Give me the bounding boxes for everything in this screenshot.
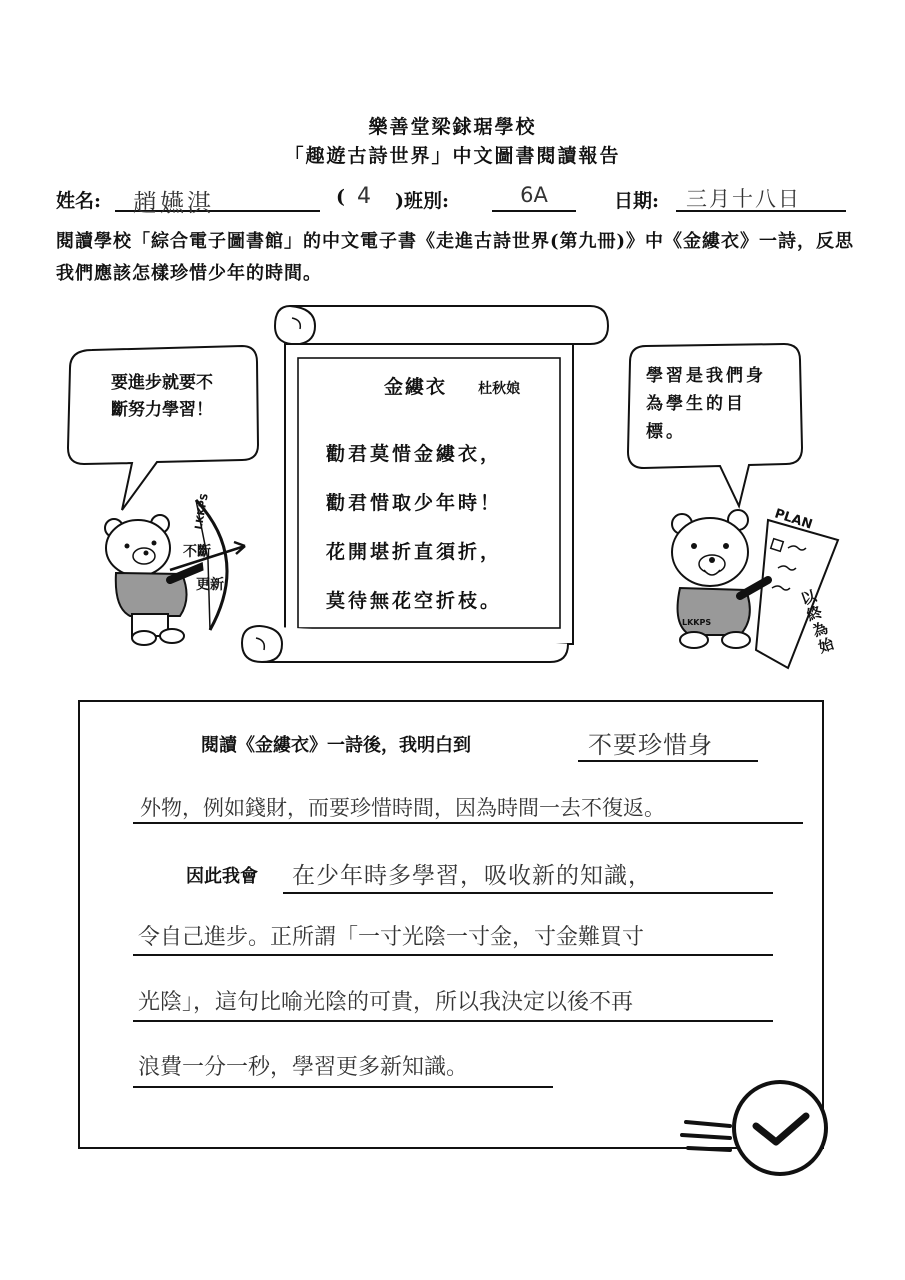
reflection-prompt-2: 因此我會: [186, 866, 258, 887]
poem-line-1: 勸君莫惜金縷衣，: [326, 443, 503, 465]
right-plan-text: PLAN: [772, 506, 815, 533]
answer-1-part-a: 不要珍惜身: [588, 731, 713, 759]
left-bow-side-text: LKKPS: [193, 492, 211, 531]
answer-2-part-b: 令自己進步。正所謂「一寸光陰一寸金，寸金難買寸: [138, 925, 645, 950]
poem-author: 杜秋娘: [478, 381, 521, 397]
poem-line-4: 莫待無花空折枝。: [326, 590, 503, 612]
answer-2-part-d: 浪費一分一秒，學習更多新知識。: [138, 1055, 469, 1080]
answer-line-4[interactable]: [133, 954, 773, 956]
answer-1-part-b: 外物，例如錢財，而要珍惜時間，因為時間一去不復返。: [140, 796, 665, 820]
answer-line-1[interactable]: [578, 760, 758, 762]
right-bubble-line-1: 學習是我們身: [646, 366, 766, 386]
right-shirt-text: LKKPS: [682, 618, 712, 627]
left-bow-text-top: 不斷: [183, 544, 211, 560]
checkmark-icon: [678, 1080, 838, 1180]
right-vertical-text: 以終為始: [798, 586, 837, 657]
class-number-open: (: [336, 186, 345, 208]
reflection-prompt-1: 閱讀《金縷衣》一詩後，我明白到: [201, 735, 471, 756]
left-bubble-text: [82, 370, 242, 424]
answer-line-5[interactable]: [133, 1020, 773, 1022]
date-label: 日期:: [614, 190, 660, 212]
right-bubble-line-2: 為學生的目: [646, 394, 746, 414]
date-value: 三月十八日: [686, 187, 801, 211]
poem-line-3: 花開堪折直須折，: [326, 541, 503, 563]
left-bow-text-bottom: 更新: [196, 577, 224, 593]
date-field[interactable]: [676, 183, 846, 212]
class-field[interactable]: [492, 183, 576, 212]
poem-title: 金縷衣: [384, 376, 448, 398]
poem-line-2: 勸君惜取少年時！: [326, 492, 503, 514]
right-bubble-text: [646, 362, 786, 446]
poem: [300, 372, 556, 613]
report-title: 「趣遊古詩世界」中文圖書閱讀報告: [284, 145, 621, 167]
answer-line-2[interactable]: [133, 822, 803, 824]
bear-archer-illustration: [100, 488, 260, 653]
answer-2-part-a: 在少年時多學習，吸收新的知識，: [292, 863, 652, 889]
answer-line-6[interactable]: [133, 1086, 553, 1088]
answer-line-3[interactable]: [283, 892, 773, 894]
class-number-value: 4: [357, 184, 371, 209]
name-value: 趙嬿淇: [133, 189, 214, 217]
answer-2-part-c: 光陰」，這句比喻光陰的可貴，所以我決定以後不再: [138, 990, 634, 1015]
class-value: 6A: [520, 183, 548, 207]
intro-text: 閱讀學校「綜合電子圖書館」的中文電子書《走進古詩世界(第九冊)》中《金縷衣》一詩，反思我們應該怎樣珍惜少年的時間。: [56, 231, 855, 284]
name-field[interactable]: [115, 183, 320, 217]
left-bubble-line-2: 斷努力學習！: [111, 400, 213, 420]
name-label: 姓名:: [56, 190, 102, 212]
school-name: 樂善堂梁銶琚學校: [368, 116, 537, 138]
class-label: )班別:: [395, 190, 450, 212]
right-bubble-line-3: 標。: [646, 422, 686, 442]
left-bubble-line-1: 要進步就要不: [111, 373, 213, 393]
